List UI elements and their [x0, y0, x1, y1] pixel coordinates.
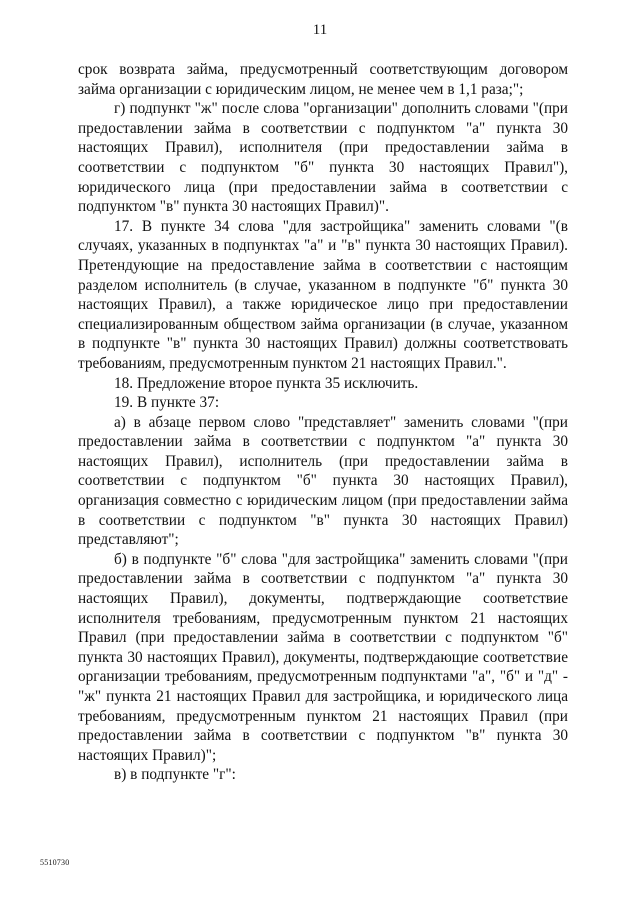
- paragraph-1: срок возврата займа, предусмотренный соответствующим договором займа организации с юридическим лицом, не менее чем в 1,1 раза;";: [78, 61, 568, 98]
- page-number: 11: [312, 22, 328, 38]
- paragraph-3: 17. В пункте 34 слова "для застройщика" заменить словами "(в случаях, указанных в подпунктах "а" и "в" пункта 30 настоящих Правил). Претендующие на предоставление займа в соответствии с настоящим разделом исполнитель (в случае, указанном в подпункте "б" пункта 30 настоящих Правил), а также юридическое лицо при предоставлении специализированным обществом займа организации (в случае, указанном в подпункте "в" пункта 30 настоящих Правил) должны соответствовать требованиям, предусмотренным пунктом 21 настоящих Правил.".: [78, 217, 568, 372]
- paragraph-8: в) в подпункте "г":: [114, 766, 236, 784]
- paragraph-7: б) в подпункте "б" слова "для застройщика" заменить словами "(при предоставлении займа в соответствии с подпунктом "а" пункта 30 настоящих Правил), документы, подтверждающие соответствие исполнителя требованиям, предусмотренным пунктом 21 настоящих Правил (при предоставлении займа в соответствии с подпунктом "б" пункта 30 настоящих Правил), документы, подтверждающие соответствие организации требованиям, предусмотренным подпунктами "а", "б" и "д" - "ж" пункта 21 настоящих Правил для застройщика, и юридического лица требованиям, предусмотренным пунктом 21 настоящих Правил (при предоставлении займа в соответствии с подпунктом "в" пункта 30 настоящих Правил)";: [78, 550, 568, 764]
- paragraph-5: 19. В пункте 37:: [114, 394, 220, 412]
- paragraph-6: а) в абзаце первом слово "представляет" заменить словами "(при предоставлении займа в соответствии с подпунктом "а" пункта 30 настоящих Правил), исполнитель (при предоставлении займа в соответствии с подпунктом "б" пункта 30 настоящих Правил), организация совместно с юридическим лицом (при предоставлении займа в соответствии с подпунктом "в" пункта 30 настоящих Правил) представляют";: [78, 413, 568, 549]
- paragraph-2: г) подпункт "ж" после слова "организации" дополнить словами "(при предоставлении займа в соответствии с подпунктом "а" пункта 30 настоящих Правил), исполнителя (при предоставлении займа в соответствии с подпунктом "б" пункта 30 настоящих Правил"), юридического лица (при предоставлении займа в соответствии с подпунктом "в" пункта 30 настоящих Правил)".: [78, 100, 568, 216]
- document-body: [78, 60, 568, 785]
- paragraph-4: 18. Предложение второе пункта 35 исключить.: [114, 374, 419, 392]
- document-code: 5510730: [40, 858, 70, 867]
